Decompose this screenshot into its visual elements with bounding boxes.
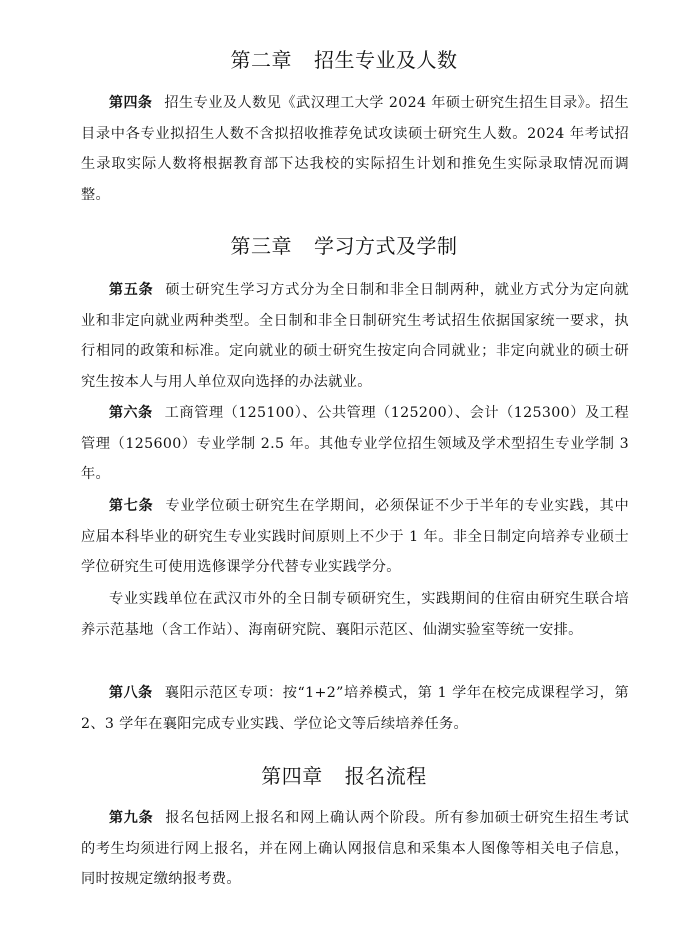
- article-7-text: 专业学位硕士研究生在学期间，必须保证不少于半年的专业实践，其中应届本科毕业的研究生专业实践时间原则上不少于 1 年。非全日制定向培养专业硕士学位研究生可使用选修课学分代替专业实践学分。: [81, 498, 629, 575]
- article-4: [81, 88, 629, 210]
- article-8-label: 第八条: [109, 685, 153, 701]
- article-6-text: 工商管理（125100）、公共管理（125200）、会计（125300）及工程管理（125600）专业学制 2.5 年。其他专业学位招生领域及学术型招生专业学制 3 年。: [81, 405, 629, 482]
- article-9-label: 第九条: [109, 810, 154, 826]
- chapter-4-title: 报名流程: [344, 764, 427, 788]
- article-5: [81, 275, 629, 397]
- article-4-text: 招生专业及人数见《武汉理工大学 2024 年硕士研究生招生目录》。招生目录中各专业拟招生人数不含拟招收推荐免试攻读硕士研究生人数。2024 年考试招生录取实际人数将根据教育部下达我校的实际招生计划和推免生实际录取情况而调整。: [81, 95, 629, 203]
- chapter-2-number: 第二章: [230, 48, 292, 72]
- article-7-label: 第七条: [109, 498, 154, 514]
- article-6-label: 第六条: [109, 405, 153, 421]
- article-8: [81, 678, 629, 739]
- article-9-text: 报名包括网上报名和网上确认两个阶段。所有参加硕士研究生招生考试的考生均须进行网上报名，并在网上确认网报信息和采集本人图像等相关电子信息，同时按规定缴纳报考费。: [81, 810, 629, 887]
- article-7-paragraph-2: 专业实践单位在武汉市外的全日制专硕研究生，实践期间的住宿由研究生联合培养示范基地（含工作站）、海南研究院、襄阳示范区、仙湖实验室等统一安排。: [81, 591, 629, 638]
- article-4-label: 第四条: [109, 95, 153, 111]
- chapter-3-number: 第三章: [230, 234, 292, 258]
- chapter-3-heading: [0, 230, 688, 259]
- article-7: [81, 491, 629, 583]
- article-6: [81, 398, 629, 490]
- article-9: [81, 803, 629, 895]
- article-5-text: 硕士研究生学习方式分为全日制和非全日制两种，就业方式分为定向就业和非定向就业两种类型。全日制和非全日制研究生考试招生依据国家统一要求，执行相同的政策和标准。定向就业的硕士研究生按定向合同就业；非定向就业的硕士研究生按本人与用人单位双向选择的办法就业。: [81, 282, 629, 390]
- chapter-3-title: 学习方式及学制: [314, 234, 458, 258]
- chapter-2-heading: [0, 44, 688, 73]
- chapter-2-title: 招生专业及人数: [314, 48, 458, 72]
- chapter-4-number: 第四章: [261, 764, 323, 788]
- article-8-text: 襄阳示范区专项：按“1+2”培养模式，第 1 学年在校完成课程学习，第 2、3 学年在襄阳完成专业实践、学位论文等后续培养任务。: [81, 685, 629, 732]
- chapter-4-heading: [0, 760, 688, 789]
- article-5-label: 第五条: [109, 282, 154, 298]
